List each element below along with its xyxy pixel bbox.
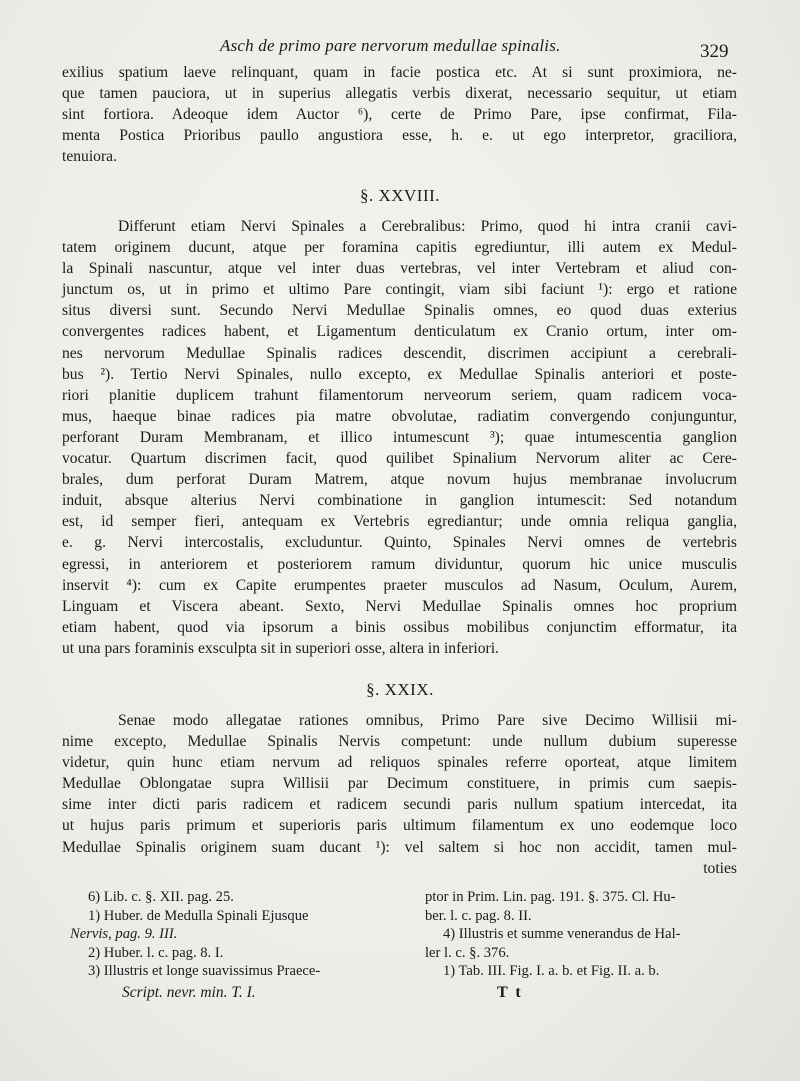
footnote: 1) Huber. de Medulla Spinali Ejusque [88,907,309,924]
text-line: etiam habent, quod via ipsorum a binis ossibus mobilibus conjunctim efformatur, ita [62,618,737,636]
section-heading-29: §. XXIX. [366,680,434,699]
text-line: Differunt etiam Nervi Spinales a Cerebralibus: Primo, quod hi intra cranii cavi- [118,218,737,235]
text-line: sime inter dicti paris radicem et radicem secundi paris nullum spatium intercedat, ita [62,796,737,814]
text-line: toties [703,859,737,877]
signature-mark: T t [497,984,523,1001]
text-line: inservit ⁴): cum ex Capite erumpentes praeter musculos ad Nasum, Oculum, Aurem, [62,576,737,594]
footnote: 2) Huber. l. c. pag. 8. I. [88,944,224,961]
section-heading-28: §. XXVIII. [359,186,441,205]
text-line: junctum os, ut in primo et ultimo Pare contingit, viam sibi faciunt ¹): ergo et ratione [62,281,737,299]
text-line: mus, haeque binae radices pia matre obvolutae, radiatim convergendo conjunguntur, [62,407,737,425]
text-line: vocatur. Quartum discrimen facit, quod quilibet Spinalium Nervorum aliter ac Cere- [62,450,737,468]
text-line: sint fortiora. Adeoque idem Auctor ⁶), certe de Primo Pare, ipse confirmat, Fila- [62,106,737,124]
printer-signature: Script. nevr. min. T. I. [122,984,256,1001]
footnote: 1) Tab. III. Fig. I. a. b. et Fig. II. a. b. [443,963,660,980]
text-line: la Spinali nascuntur, atque vel inter duas vertebras, vel inter Vertebram et aliud con- [62,260,737,278]
text-line: est, id semper fieri, antequam ex Vertebris egrediantur; unde omnia reliqua ganglia, [62,513,737,531]
text-line: Senae modo allegatae rationes omnibus, Primo Pare sive Decimo Willisii mi- [118,712,737,729]
text-line: Linguam et Viscera abeant. Sexto, Nervi Medullae Spinalis omnes hoc proprium [62,597,737,615]
footnotes-left [70,888,410,981]
footnote: 6) Lib. c. §. XII. pag. 25. [88,889,234,905]
footnote: ber. l. c. pag. 8. II. [425,907,532,924]
text-line: brales, dum perforat Duram Matrem, atque novum hujus membranae involucrum [62,471,737,489]
text-line: tenuiora. [62,148,117,166]
text-line: videtur, quin hunc etiam nervum ad reliquos spinales referre oporteat, atque limitem [62,754,737,772]
footnote: ler l. c. §. 376. [425,944,510,961]
page-number: 329 [700,41,729,62]
text-line: tatem originem ducunt, atque per foramina capitis egrediuntur, illi autem ex Medul- [62,239,737,257]
text-line: nime excepto, Medullae Spinalis Nervis competunt: unde nullum dubium superesse [62,733,737,751]
text-line: e. g. Nervi intercostalis, excluduntur. Quinto, Spinales Nervi omnes de vertebris [62,534,737,552]
section-3-text [62,710,737,879]
text-line: riori planitie duplicem trahunt filamentorum nerveorum seriem, quam radicem voca- [62,386,737,404]
text-line: perforant Duram Membranam, et illico intumescunt ³); quae intumescentia ganglion [62,428,737,446]
section-1-text [62,62,737,167]
text-line: ut una pars foraminis exsculpta sit in superiori osse, altera in inferiori. [62,639,499,657]
text-line: convergentes radices habent, et Ligamentum denticulatum ex Cranio ortum, inter om- [62,323,737,341]
text-line: egressi, in anteriorem et posteriorem ramum dividuntur, quorum hic unice musculis [62,555,737,573]
text-line: nes nervorum Medullae Spinalis radices descendit, discrimen accipiunt a cerebrali- [62,344,737,362]
footnote: 3) Illustris et longe suavissimus Praece- [88,963,321,980]
text-line: induit, absque alterius Nervi combinatione in ganglion intumescit: Sed notandum [62,492,737,510]
text-line: Medullae Oblongatae supra Willisii par Decimum constituere, in primis cum saepis- [62,775,737,793]
running-head: Asch de primo pare nervorum medullae spinalis. [220,36,561,55]
text-line: Medullae Spinalis originem suam ducant ¹): vel saltem si hoc non accidit, tamen mul- [62,838,737,856]
text-line: bus ²). Tertio Nervi Spinales, nullo excepto, ex Medullae Spinalis anteriori et poste- [62,365,737,383]
text-line: situs diversi sunt. Secundo Nervi Medullae Spinalis omnes, eo quod duas exterius [62,302,737,320]
section-2-text [62,216,737,659]
text-line: menta Postica Prioribus paullo angustiora esse, h. e. ut ego interpretor, graciliora, [62,127,737,145]
footnotes-right [425,888,740,981]
footnote: Nervis, pag. 9. III. [70,926,178,943]
text-line: ut hujus paris primum et superioris paris ultimum filamentum ex uno eodemque loco [62,817,737,835]
text-line: exilius spatium laeve relinquant, quam in facie postica etc. At si sunt proximiora, ne- [62,64,737,81]
footnote: 4) Illustris et summe venerandus de Hal- [443,926,681,943]
footnote: ptor in Prim. Lin. pag. 191. §. 375. Cl. Hu- [425,889,676,905]
text-line: que tamen pauciora, ut in superius allegatis verbis dixerat, necessario sequitur, ut etiam [62,85,737,103]
